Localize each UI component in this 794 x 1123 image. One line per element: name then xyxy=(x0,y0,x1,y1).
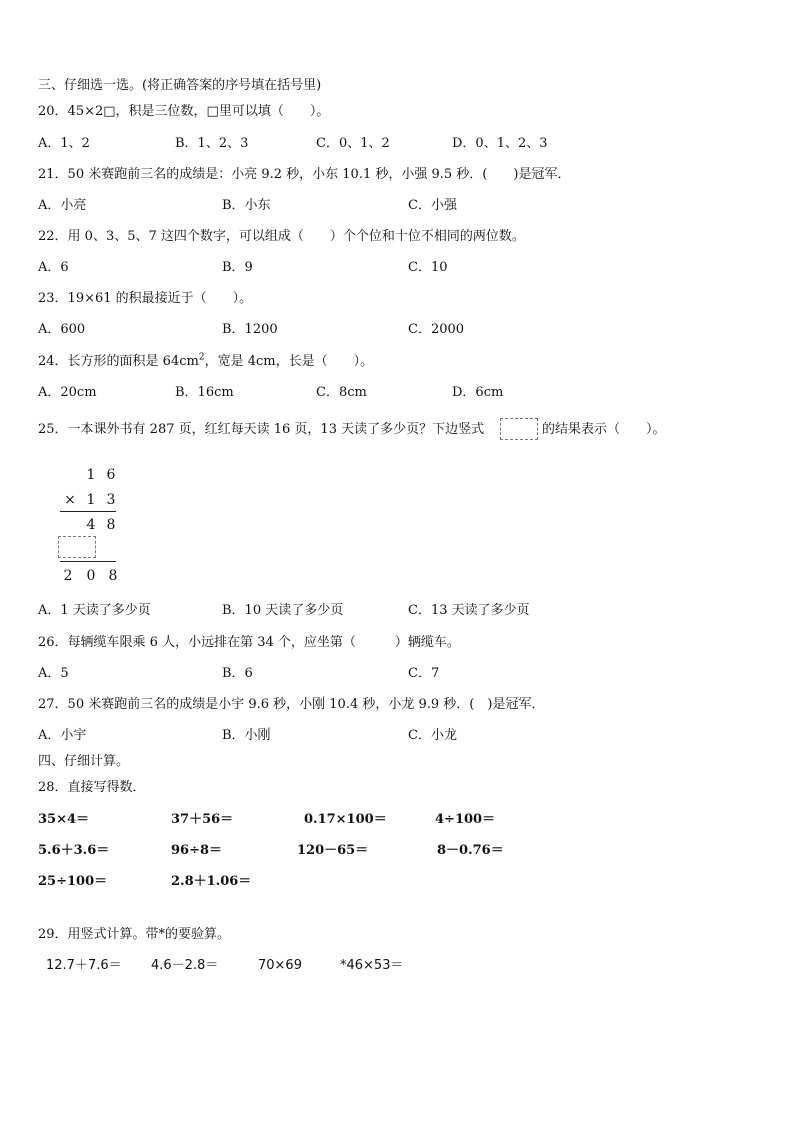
question-24-stem xyxy=(38,354,373,370)
q29-item-4: *46×53＝ xyxy=(340,958,404,973)
vm-line-1 xyxy=(60,511,116,512)
question-29-stem: 29．用竖式计算。带*的要验算。 xyxy=(38,927,231,942)
question-22-stem: 22．用 0、3、5、7 这四个数字，可以组成（ ）个个位和十位不相同的两位数。 xyxy=(38,229,525,244)
vm-result-digit-1: 2 xyxy=(63,568,73,584)
q27-option-c: C．小龙 xyxy=(408,728,457,743)
vm-row3-digit-1: 4 xyxy=(86,517,96,533)
question-20-stem: 20．45×2□，积是三位数，□里可以填（ ）。 xyxy=(38,104,330,119)
q28-r1-c2: 37＋56＝ xyxy=(171,812,234,827)
q21-option-b: B．小东 xyxy=(222,198,271,213)
q28-r1-c1: 35×4＝ xyxy=(38,812,90,827)
q24-option-a: A．20cm xyxy=(38,385,97,400)
q22-option-a: A．6 xyxy=(38,260,69,275)
q20-option-d: D．0、1、2、3 xyxy=(452,136,548,151)
q28-r3-c2: 2.8＋1.06＝ xyxy=(171,874,252,889)
q24-option-d: D．6cm xyxy=(452,385,504,400)
question-25-stem-part2: 的结果表示（ ）。 xyxy=(542,422,666,437)
q25-inline-dashed-box xyxy=(500,418,538,440)
q28-r1-c4: 4÷100＝ xyxy=(435,812,496,827)
q20-option-c: C．0、1、2 xyxy=(316,136,390,151)
vm-line-2 xyxy=(60,561,116,562)
q23-option-c: C．2000 xyxy=(408,322,465,337)
vm-multiply-sign: × xyxy=(64,492,76,508)
section-heading-3: 三、仔细选一选。(将正确答案的序号填在括号里) xyxy=(38,78,322,93)
q26-option-c: C．7 xyxy=(408,666,440,681)
section-heading-4: 四、仔细计算。 xyxy=(38,754,130,769)
question-21-stem: 21．50 米赛跑前三名的成绩是：小亮 9.2 秒，小东 10.1 秒，小强 9.5 秒．( )是冠军． xyxy=(38,167,571,182)
q26-option-b: B．6 xyxy=(222,666,253,681)
q21-option-a: A．小亮 xyxy=(38,198,87,213)
q28-r2-c3: 120－65＝ xyxy=(297,843,369,858)
q29-item-3: 70×69 xyxy=(258,958,302,973)
vm-row2-digit-1: 1 xyxy=(86,492,96,508)
q21-option-c: C．小强 xyxy=(408,198,457,213)
q25-option-a: A．1 天读了多少页 xyxy=(38,603,151,618)
q26-option-a: A．5 xyxy=(38,666,69,681)
vm-row1-digit-1: 1 xyxy=(86,467,96,483)
q27-option-b: B．小刚 xyxy=(222,728,271,743)
q28-r1-c3: 0.17×100＝ xyxy=(304,812,387,827)
q22-option-c: C．10 xyxy=(408,260,448,275)
question-28-stem: 28．直接写得数． xyxy=(38,780,146,795)
q29-item-2: 4.6－2.8＝ xyxy=(151,958,219,973)
q20-option-a: A．1、2 xyxy=(38,136,90,151)
q23-option-b: B．1200 xyxy=(222,322,278,337)
vm-row2-digit-2: 3 xyxy=(106,492,116,508)
q24-option-b: B．16cm xyxy=(175,385,234,400)
q24-stem-part2: ，宽是 4cm，长是（ ）。 xyxy=(204,354,374,369)
q25-option-b: B．10 天读了多少页 xyxy=(222,603,344,618)
question-23-stem: 23．19×61 的积最接近于（ ）。 xyxy=(38,291,253,306)
vm-dashed-box xyxy=(58,536,96,558)
q24-superscript: 2 xyxy=(198,352,205,363)
q22-option-b: B．9 xyxy=(222,260,253,275)
vm-result-digit-3: 8 xyxy=(108,568,118,584)
vm-row1-digit-2: 6 xyxy=(106,467,116,483)
q25-option-c: C．13 天读了多少页 xyxy=(408,603,530,618)
q29-item-1: 12.7＋7.6＝ xyxy=(46,958,122,973)
q20-option-b: B．1、2、3 xyxy=(175,136,249,151)
q28-r2-c2: 96÷8＝ xyxy=(171,843,223,858)
q23-option-a: A．600 xyxy=(38,322,86,337)
vm-row3-digit-2: 8 xyxy=(106,517,116,533)
q28-r3-c1: 25÷100＝ xyxy=(38,874,108,889)
vm-result-digit-2: 0 xyxy=(86,568,96,584)
question-27-stem: 27．50 米赛跑前三名的成绩是小宇 9.6 秒，小刚 10.4 秒，小龙 9.9 秒．( )是冠军． xyxy=(38,697,545,712)
q28-r2-c1: 5.6＋3.6＝ xyxy=(38,843,110,858)
q24-option-c: C．8cm xyxy=(316,385,367,400)
question-25-stem-part1: 25．一本课外书有 287 页，红红每天读 16 页，13 天读了多少页？下边竖式 xyxy=(38,422,485,437)
q27-option-a: A．小宇 xyxy=(38,728,87,743)
q24-stem-part1: 24．长方形的面积是 64cm xyxy=(38,354,199,369)
q28-r2-c4: 8－0.76＝ xyxy=(437,843,504,858)
question-26-stem: 26．每辆缆车限乘 6 人，小远排在第 34 个，应坐第（ ）辆缆车。 xyxy=(38,635,460,650)
